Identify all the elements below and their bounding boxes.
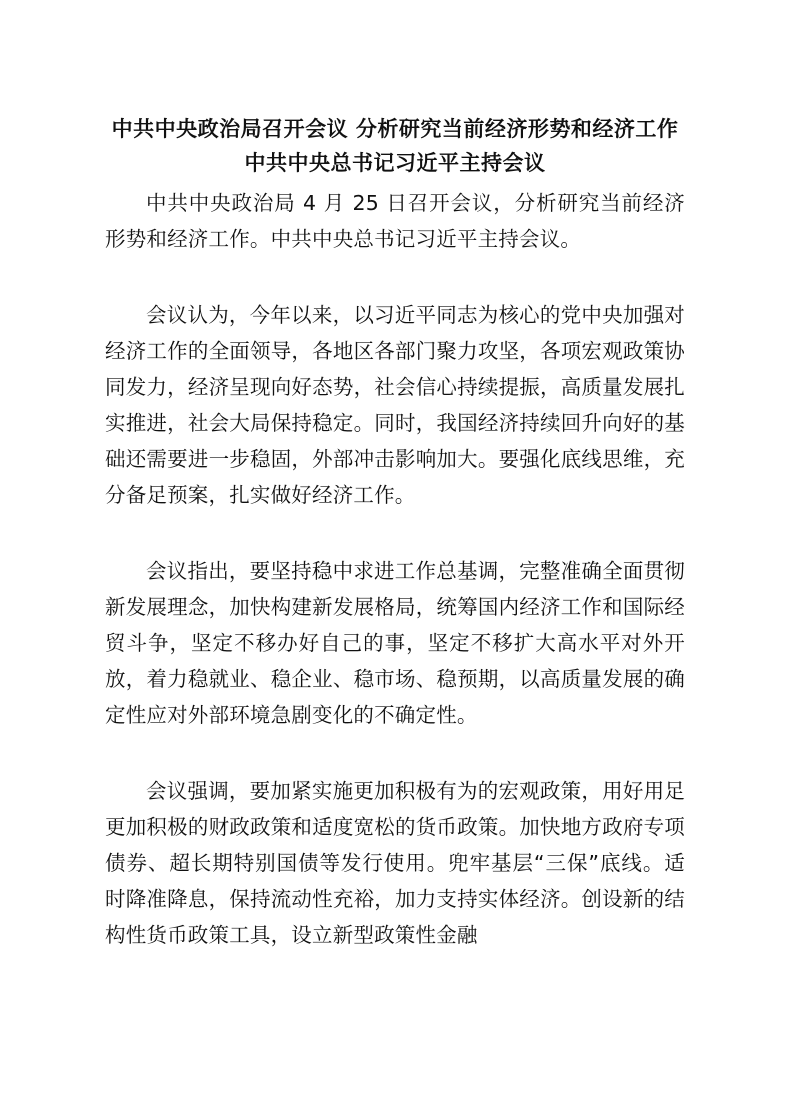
paragraph-2: 会议认为，今年以来，以习近平同志为核心的党中央加强对经济工作的全面领导，各地区各部门聚力攻坚，各项宏观政策协同发力，经济呈现向好态势，社会信心持续提振，高质量发展扎实推进，社会大局保持稳定。同时，我国经济持续回升向好的基础还需要进一步稳固，外部冲击影响加大。要强化底线思维，充分备足预案，扎实做好经济工作。 xyxy=(105,303,685,507)
paragraph-4: 会议强调，要加紧实施更加积极有为的宏观政策，用好用足更加积极的财政政策和适度宽松的货币政策。加快地方政府专项债券、超长期特别国债等发行使用。兜牢基层“三保”底线。适时降准降息，保持流动性充裕，加力支持实体经济。创设新的结构性货币政策工具，设立新型政策性金融 xyxy=(105,779,685,947)
document-body xyxy=(105,185,685,953)
paragraph-gap xyxy=(105,513,685,553)
paragraph-gap xyxy=(105,257,685,297)
document-title: 中共中央政治局召开会议 分析研究当前经济形势和经济工作 中共中央总书记习近平主持会议 xyxy=(111,117,679,175)
paragraph-1: 中共中央政治局 4 月 25 日召开会议，分析研究当前经济形势和经济工作。中共中央总书记习近平主持会议。 xyxy=(105,191,685,251)
paragraph-3: 会议指出，要坚持稳中求进工作总基调，完整准确全面贯彻新发展理念，加快构建新发展格局，统筹国内经济工作和国际经贸斗争，坚定不移办好自己的事，坚定不移扩大高水平对外开放，着力稳就业、稳企业、稳市场、稳预期，以高质量发展的确定性应对外部环境急剧变化的不确定性。 xyxy=(105,559,685,727)
paragraph-gap xyxy=(105,733,685,773)
